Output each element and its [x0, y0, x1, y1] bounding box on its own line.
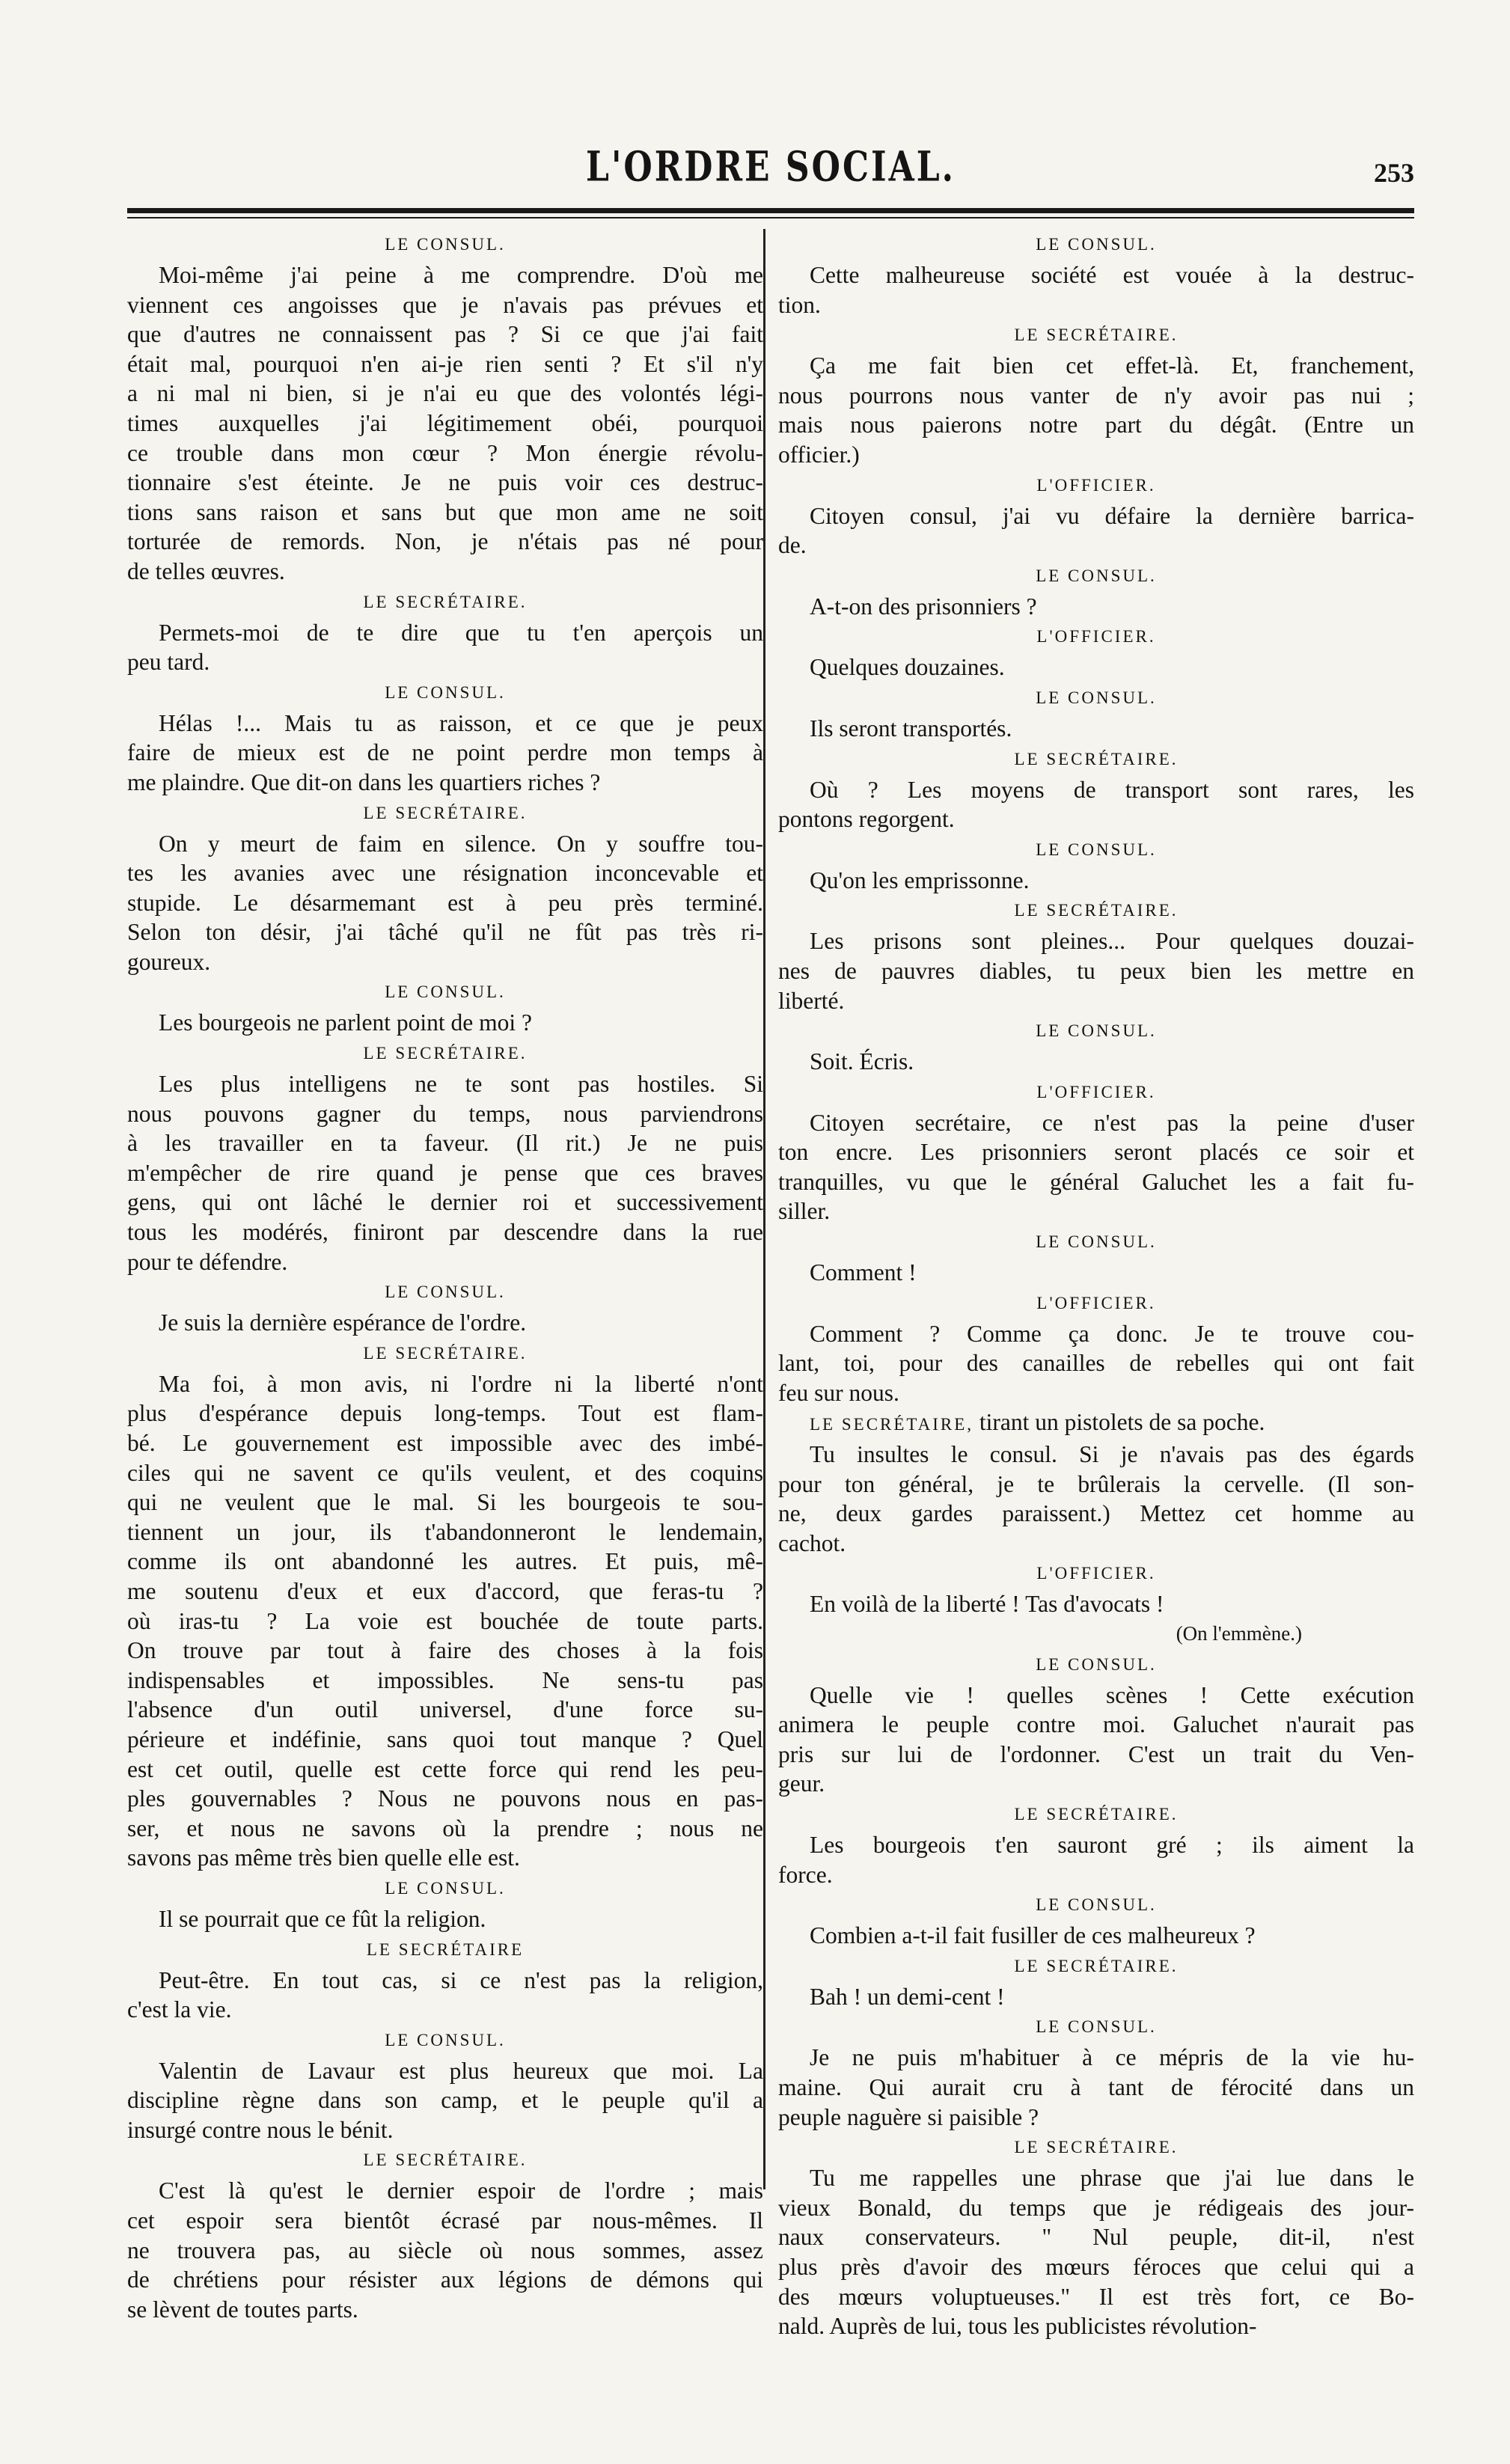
text-line: goureux. [127, 948, 211, 975]
speaker-name: LE SECRÉTAIRE. [1014, 901, 1179, 920]
text-line: insurgé contre nous le bénit. [127, 2116, 394, 2143]
right-column [778, 229, 1414, 2341]
text-line: gens, qui ont lâché le dernier roi et successivement [127, 1189, 763, 1216]
text-line: Les bourgeois t'en sauront gré ; ils aiment la [810, 1831, 1414, 1858]
text-line: nes de pauvres diables, tu peux bien les mettre en [778, 957, 1414, 984]
text-line: liberté. [778, 987, 845, 1014]
text-line: torturée de remords. Non, je n'étais pas né pour [127, 528, 763, 555]
text-line: Cette malheureuse société est vouée à la destruc- [810, 262, 1414, 288]
text-line: animera le peuple contre moi. Galuchet n'aurait pas [778, 1711, 1414, 1738]
speaker-name: LE CONSUL. [385, 235, 506, 254]
dialogue-paragraph [778, 2163, 1414, 2341]
text-line: à les travailler en ta faveur. (Il rit.) Je ne puis [127, 1130, 763, 1157]
dialogue-paragraph [127, 1069, 763, 1277]
text-line: Tu insultes le consul. Si je n'avais pas des égards [810, 1441, 1414, 1468]
text-line: pris sur lui de l'ordonner. C'est un trait du Ven- [778, 1740, 1414, 1767]
speaker-name: L'OFFICIER. [1036, 1082, 1156, 1101]
text-line: que d'autres ne connaissent pas ? Si ce que j'ai fait [127, 321, 763, 348]
text-line: On trouve par tout à faire des choses à la fois [127, 1637, 763, 1664]
dialogue-paragraph [127, 829, 763, 977]
journal-title: L'ORDRE SOCIAL. [586, 143, 956, 192]
text-line: feu sur nous. [778, 1379, 899, 1406]
text-line: naux conservateurs. " Nul peuple, dit-il, n'est [778, 2224, 1414, 2251]
header-rule [127, 208, 1414, 213]
dialogue-paragraph [127, 618, 763, 677]
text-line: ciles qui ne savent ce qu'ils veulent, et des coquins [127, 1459, 763, 1486]
text-line: est cet outil, quelle est cette force qui rend les peu- [127, 1755, 763, 1782]
text-line: nald. Auprès de lui, tous les publicistes révolution- [778, 2313, 1257, 2340]
text-line: peu tard. [127, 649, 210, 676]
dialogue-paragraph [778, 1440, 1414, 1558]
speaker-name: LE SECRÉTAIRE [366, 1939, 525, 1959]
text-line: Valentin de Lavaur est plus heureux que moi. La [159, 2057, 763, 2084]
text-line: peuple naguère si paisible ? [778, 2103, 1039, 2130]
text-line: me plaindre. Que dit-on dans les quartiers riches ? [127, 768, 601, 795]
dialogue-paragraph [127, 2056, 763, 2145]
dialogue-paragraph [778, 866, 1414, 896]
text-line: cet espoir sera bientôt écrasé par nous-mêmes. Il [127, 2207, 763, 2234]
dialogue-paragraph [778, 1921, 1414, 1951]
header-rule-thin [127, 217, 1414, 218]
text-line: l'absence d'un outil universel, d'une force su- [127, 1696, 763, 1723]
text-line: pour ton général, je te brûlerais la cervelle. (Il son- [778, 1470, 1414, 1497]
column-divider [763, 229, 765, 2189]
speaker-name: LE SECRÉTAIRE. [1014, 2138, 1179, 2157]
text-line: pour te défendre. [127, 1248, 288, 1275]
text-line: A-t-on des prisonniers ? [810, 593, 1037, 620]
dialogue-paragraph [778, 501, 1414, 560]
text-line: ton encre. Les prisonniers seront placés ce soir et [778, 1139, 1414, 1166]
dialogue-paragraph [778, 1589, 1414, 1619]
speaker-name: LE CONSUL. [385, 982, 506, 1002]
text-line: lant, toi, pour des canailles de rebelles qui ont fait [778, 1350, 1414, 1377]
text-line: indispensables et impossibles. Ne sens-tu pas [127, 1666, 763, 1693]
speaker-name: LE CONSUL. [1036, 1021, 1157, 1041]
text-line: Comment ? Comme ça donc. Je te trouve cou- [810, 1320, 1414, 1347]
text-line: me soutenu d'eux et eux d'accord, que feras-tu ? [127, 1577, 763, 1604]
text-line: stupide. Le désarmemant est à peu près terminé. [127, 889, 763, 916]
text-line: Bah ! un demi-cent ! [810, 1983, 1005, 2010]
text-line: m'empêcher de rire quand je pense que ces braves [127, 1159, 763, 1186]
text-line: plus d'espérance depuis long-temps. Tout est flam- [127, 1400, 763, 1427]
text-line: Les plus intelligens ne te sont pas hostiles. Si [159, 1071, 763, 1098]
text-line: Les bourgeois ne parlent point de moi ? [159, 1009, 532, 1036]
dialogue-paragraph [778, 592, 1414, 622]
text-line: ne trouvera pas, au siècle où nous sommes, assez [127, 2237, 763, 2263]
text-line: discipline règne dans son camp, et le peuple qu'il a [127, 2087, 763, 2114]
text-line: ser, et nous ne savons où la prendre ; nous ne [127, 1815, 763, 1841]
speaker-name: LE SECRÉTAIRE. [363, 803, 528, 822]
dialogue-paragraph [778, 351, 1414, 469]
left-column [127, 229, 763, 2324]
text-line: c'est la vie. [127, 1996, 232, 2023]
text-line: tions sans raison et sans but que mon ame ne soit [127, 498, 763, 525]
text-line: Peut-être. En tout cas, si ce n'est pas la religion, [159, 1966, 763, 1993]
dialogue-paragraph [127, 1369, 763, 1873]
page-header [127, 135, 1414, 217]
text-line: Tu me rappelles une phrase que j'ai lue dans le [810, 2165, 1414, 2192]
dialogue-paragraph [778, 2043, 1414, 2132]
speaker-name: L'OFFICIER. [1036, 475, 1156, 495]
text-line: où iras-tu ? La voie est bouchée de toute parts. [127, 1607, 763, 1634]
text-line: se lèvent de toutes parts. [127, 2296, 358, 2323]
text-line: Quelle vie ! quelles scènes ! Cette exécution [810, 1681, 1414, 1708]
text-line: ce trouble dans mon cœur ? Mon énergie révolu- [127, 439, 763, 466]
text-line: tous les modérés, finiront par descendre dans la rue [127, 1219, 763, 1246]
text-line: cachot. [778, 1529, 846, 1556]
text-line: Où ? Les moyens de transport sont rares, les [810, 776, 1414, 803]
text-line: Je suis la dernière espérance de l'ordre. [159, 1309, 527, 1336]
text-line: times auxquelles j'ai légitimement obéi, pourquoi [127, 409, 763, 436]
speaker-name: LE SECRÉTAIRE. [363, 592, 528, 611]
speaker-name: LE SECRÉTAIRE. [363, 1343, 528, 1363]
stage-direction: (On l'emmène.) [1176, 1622, 1302, 1645]
text-line: tes les avanies avec une résignation inconcevable et [127, 860, 763, 887]
speaker-name: LE SECRÉTAIRE. [363, 2150, 528, 2170]
text-line: bé. Le gouvernement est impossible avec des imbé- [127, 1430, 763, 1456]
text-line: tiennent un jour, ils t'abandonneront le lendemain, [127, 1518, 763, 1545]
dialogue-paragraph [778, 1830, 1414, 1889]
page-number: 253 [1374, 158, 1414, 188]
text-line: nous pourrons nous vanter de n'y avoir pas nui ; [778, 382, 1414, 409]
text-line: pontons regorgent. [778, 806, 955, 833]
text-line: Les prisons sont pleines... Pour quelques douzai- [810, 928, 1414, 955]
text-line: périeure et indéfinie, sans quoi tout manque ? Quel [127, 1725, 763, 1752]
text-line: C'est là qu'est le dernier espoir de l'ordre ; mais [159, 2177, 763, 2204]
speaker-name: LE SECRÉTAIRE. [1014, 1956, 1179, 1975]
dialogue-paragraph [778, 1319, 1414, 1408]
speaker-name: L'OFFICIER. [1036, 627, 1156, 646]
speaker-name: LE SECRÉTAIRE. [1014, 325, 1179, 345]
speaker-name: LE CONSUL. [1036, 840, 1157, 859]
dialogue-paragraph [778, 1047, 1414, 1077]
dialogue-paragraph [778, 1982, 1414, 2012]
stage-direction-text: tirant un pistolets de sa poche. [973, 1409, 1265, 1436]
speaker-name: LE SECRÉTAIRE, [810, 1415, 974, 1434]
text-line: savons pas même très bien quelle elle est. [127, 1844, 520, 1871]
text-line: Permets-moi de te dire que tu t'en aperçois un [159, 619, 763, 646]
speaker-name: LE SECRÉTAIRE. [363, 1044, 528, 1063]
dialogue-paragraph [127, 2176, 763, 2324]
dialogue-paragraph [778, 926, 1414, 1015]
text-line: Ils seront transportés. [810, 715, 1012, 742]
text-line: Combien a-t-il fait fusiller de ces malheureux ? [810, 1922, 1256, 1949]
text-line: qui ne veulent que le mal. Si les bourgeois te sou- [127, 1489, 763, 1516]
speaker-name: LE CONSUL. [1036, 1654, 1157, 1674]
dialogue-paragraph [778, 775, 1414, 834]
dialogue-paragraph [778, 652, 1414, 682]
speaker-name: L'OFFICIER. [1036, 1564, 1156, 1583]
text-line: Soit. Écris. [810, 1048, 914, 1075]
speaker-name: LE CONSUL. [1036, 1895, 1157, 1915]
dialogue-paragraph [778, 260, 1414, 320]
dialogue-paragraph [778, 1258, 1414, 1288]
text-line: était mal, pourquoi n'en ai-je rien senti ? Et s'il n'y [127, 350, 763, 377]
text-line: ne, deux gardes paraissent.) Mettez cet homme au [778, 1500, 1414, 1527]
text-line: mais nous paierons notre part du dégât. (Entre un [778, 412, 1414, 438]
text-line: vieux Bonald, du temps que je rédigeais des jour- [778, 2194, 1414, 2221]
text-line: tranquilles, vu que le général Galuchet les a fait fu- [778, 1168, 1414, 1195]
text-line: faire de mieux est de ne point perdre mon temps à [127, 739, 763, 766]
dialogue-paragraph [127, 1008, 763, 1038]
text-line: des mœurs voluptueuses." Il est très fort, ce Bo- [778, 2283, 1414, 2310]
text-line: comme ils ont abandonné les autres. Et puis, mê- [127, 1548, 763, 1575]
speaker-name: LE CONSUL. [385, 1283, 506, 1302]
text-line: Qu'on les emprissonne. [810, 866, 1030, 893]
dialogue-paragraph [778, 1681, 1414, 1799]
text-line: siller. [778, 1198, 831, 1225]
speaker-name: LE CONSUL. [1036, 2017, 1157, 2037]
speaker-name: LE CONSUL. [1036, 1232, 1157, 1252]
text-line: de. [778, 532, 807, 559]
text-line: Moi-même j'ai peine à me comprendre. D'où me [159, 262, 763, 288]
text-line: Quelques douzaines. [810, 654, 1005, 681]
dialogue-paragraph [127, 260, 763, 587]
text-line: Ça me fait bien cet effet-là. Et, franchement, [810, 352, 1414, 379]
speaker-name: LE CONSUL. [1036, 235, 1157, 254]
text-line: Citoyen consul, j'ai vu défaire la dernière barrica- [810, 502, 1414, 529]
dialogue-paragraph [778, 714, 1414, 744]
speaker-name: L'OFFICIER. [1036, 1293, 1156, 1312]
speaker-name: LE CONSUL. [1036, 688, 1157, 707]
dialogue-paragraph [127, 1904, 763, 1934]
text-line: Hélas !... Mais tu as raisson, et ce que je peux [159, 709, 763, 736]
text-line: maine. Qui aurait cru à tant de férocité dans un [778, 2073, 1414, 2100]
speaker-name: LE SECRÉTAIRE. [1014, 1804, 1179, 1823]
text-line: Selon ton désir, j'ai tâché qu'il ne fût pas très ri- [127, 919, 763, 946]
text-line: Comment ! [810, 1259, 917, 1286]
text-line: ples gouvernables ? Nous ne pouvons nous en pas- [127, 1785, 763, 1812]
text-line: Je ne puis m'habituer à ce mépris de la vie hu- [810, 2044, 1414, 2071]
dialogue-paragraph [778, 1108, 1414, 1226]
text-line: geur. [778, 1770, 825, 1797]
text-line: officier.) [778, 441, 860, 468]
text-line: tionnaire s'est éteinte. Je ne puis voir ces destruc- [127, 469, 763, 496]
text-line: a ni mal ni bien, si je n'ai eu que des volontés légi- [127, 380, 763, 407]
text-line: On y meurt de faim en silence. On y souffre tou- [159, 830, 763, 857]
dialogue-paragraph [127, 1308, 763, 1338]
speaker-name: LE CONSUL. [385, 2030, 506, 2049]
speaker-name: LE SECRÉTAIRE. [1014, 749, 1179, 768]
text-line: de chrétiens pour résister aux légions de démons qui [127, 2266, 763, 2293]
speaker-name: LE CONSUL. [385, 682, 506, 702]
speaker-direction [778, 1407, 1414, 1440]
text-line: viennent ces angoisses que je n'avais pas prévues et [127, 291, 763, 318]
speaker-name: LE CONSUL. [385, 1878, 506, 1898]
dialogue-paragraph [127, 709, 763, 798]
text-line: En voilà de la liberté ! Tas d'avocats ! [810, 1591, 1164, 1618]
text-line: nous pouvons gagner du temps, nous parviendrons [127, 1100, 763, 1127]
text-line: force. [778, 1861, 833, 1888]
text-line: de telles œuvres. [127, 557, 285, 584]
text-line: plus près d'avoir des mœurs féroces que celui qui a [778, 2253, 1414, 2280]
text-line: Citoyen secrétaire, ce n'est pas la peine d'user [810, 1109, 1414, 1136]
text-line: tion. [778, 291, 821, 318]
speaker-name: LE CONSUL. [1036, 566, 1157, 585]
text-line: Il se pourrait que ce fût la religion. [159, 1905, 486, 1932]
dialogue-paragraph [127, 1966, 763, 2025]
text-line: Ma foi, à mon avis, ni l'ordre ni la liberté n'ont [159, 1370, 763, 1397]
